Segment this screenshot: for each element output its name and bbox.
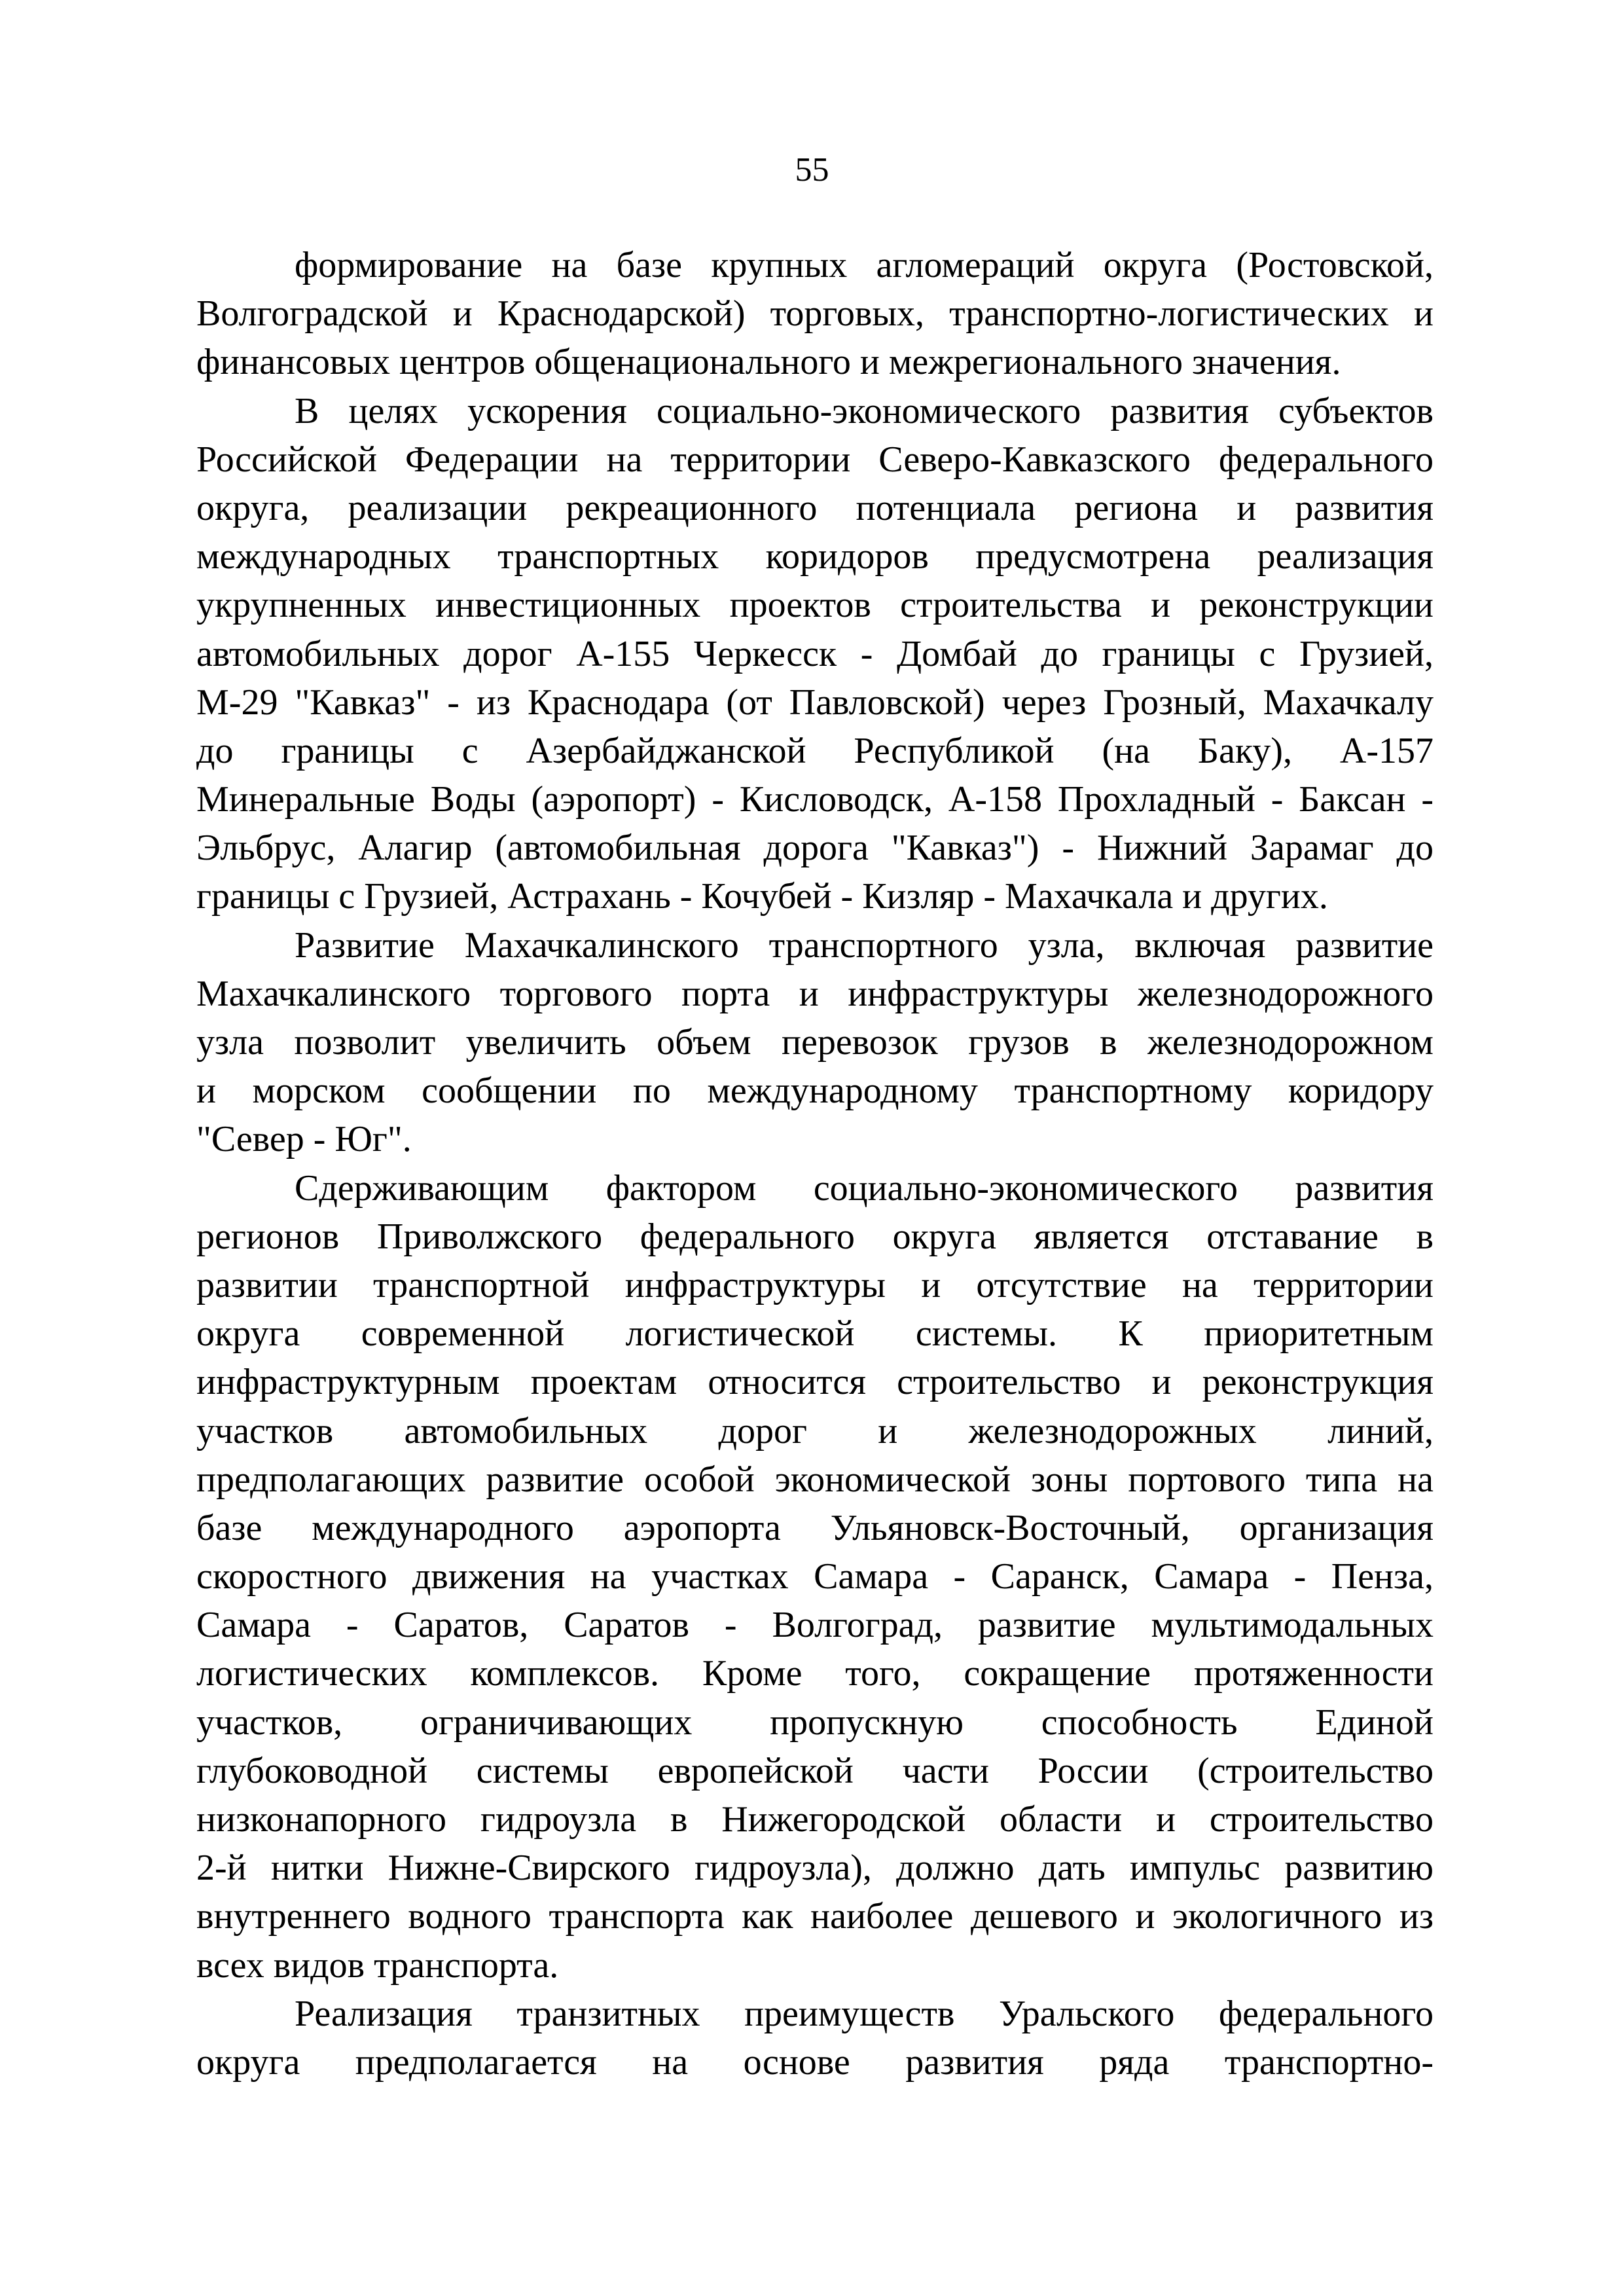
text-line: укрупненных инвестиционных проектов строительства и реконструкции — [196, 585, 1434, 626]
text-line: Самара - Саратов, Саратов - Волгоград, развитие мультимодальных — [196, 1605, 1434, 1646]
text-line: всех видов транспорта. — [196, 1944, 559, 1986]
text-line: до границы с Азербайджанской Республикой (на Баку), А-157 — [196, 730, 1434, 771]
text-line: Реализация транзитных преимуществ Уральского федерального — [295, 1993, 1434, 2034]
text-line: внутреннего водного транспорта как наиболее дешевого и экологичного из — [196, 1896, 1434, 1937]
text-line: формирование на базе крупных агломераций округа (Ростовской, — [295, 245, 1434, 285]
text-line: автомобильных дорог А-155 Черкесск - Домбай до границы с Грузией, — [196, 633, 1434, 674]
text-line: базе международного аэропорта Ульяновск-Восточный, организация — [196, 1507, 1434, 1548]
text-line: округа предполагается на основе развития ряда транспортно- — [196, 2041, 1434, 2083]
text-line: Эльбрус, Алагир (автомобильная дорога "Кавказ") - Нижний Зарамаг до — [196, 828, 1434, 869]
paragraph-ural — [196, 1990, 1434, 2086]
text-line: Минеральные Воды (аэропорт) - Кисловодск, А-158 Прохладный - Баксан - — [196, 779, 1434, 820]
paragraph-volga — [196, 1164, 1434, 1990]
text-line: регионов Приволжского федерального округа является отставание в — [196, 1216, 1434, 1257]
text-line: узла позволит увеличить объем перевозок грузов в железнодорожном — [196, 1022, 1434, 1063]
text-line: округа, реализации рекреационного потенциала региона и развития — [196, 487, 1434, 528]
text-line: "Север - Юг". — [196, 1119, 412, 1160]
text-line: Волгоградской и Краснодарской) торговых, транспортно-логистических и — [196, 293, 1434, 335]
text-line: развитии транспортной инфраструктуры и отсутствие на территории — [196, 1264, 1434, 1305]
text-line: границы с Грузией, Астрахань - Кочубей - Кизляр - Махачкала и других. — [196, 876, 1328, 917]
text-line: скоростного движения на участках Самара - Саранск, Самара - Пенза, — [196, 1556, 1434, 1597]
text-line: Развитие Махачкалинского транспортного узла, включая развитие — [295, 924, 1434, 966]
text-line: международных транспортных коридоров предусмотрена реализация — [196, 536, 1434, 577]
text-line: Махачкалинского торгового порта и инфраструктуры железнодорожного — [196, 973, 1434, 1014]
text-line: участков автомобильных дорог и железнодорожных линий, — [196, 1410, 1434, 1451]
text-line: финансовых центров общенационального и межрегионального значения. — [196, 342, 1341, 383]
text-line: предполагающих развитие особой экономической зоны портового типа на — [196, 1459, 1434, 1500]
text-line: низконапорного гидроузла в Нижегородской области и строительство — [196, 1799, 1434, 1840]
document-body — [196, 241, 1434, 2086]
text-line: округа современной логистической системы. К приоритетным — [196, 1313, 1434, 1355]
text-line: В целях ускорения социально-экономического развития субъектов — [295, 390, 1434, 431]
page-number: 55 — [795, 151, 829, 189]
text-line: участков, ограничивающих пропускную способность Единой — [196, 1702, 1434, 1743]
text-line: 2-й нитки Нижне-Свирского гидроузла), должно дать импульс развитию — [196, 1848, 1434, 1889]
paragraph-north-caucasus — [196, 387, 1434, 921]
text-line: логистических комплексов. Кроме того, сокращение протяженности — [196, 1653, 1434, 1694]
text-line: и морском сообщении по международному транспортному коридору — [196, 1070, 1434, 1112]
paragraph-continuation — [196, 241, 1434, 387]
paragraph-makhachkala — [196, 921, 1434, 1164]
text-line: инфраструктурным проектам относится строительство и реконструкция — [196, 1362, 1434, 1403]
text-line: глубоководной системы европейской части России (строительство — [196, 1750, 1434, 1791]
text-line: Сдерживающим фактором социально-экономического развития — [295, 1167, 1434, 1209]
text-line: Российской Федерации на территории Северо-Кавказского федерального — [196, 439, 1434, 480]
text-line: М-29 "Кавказ" - из Краснодара (от Павловской) через Грозный, Махачкалу — [196, 682, 1434, 723]
